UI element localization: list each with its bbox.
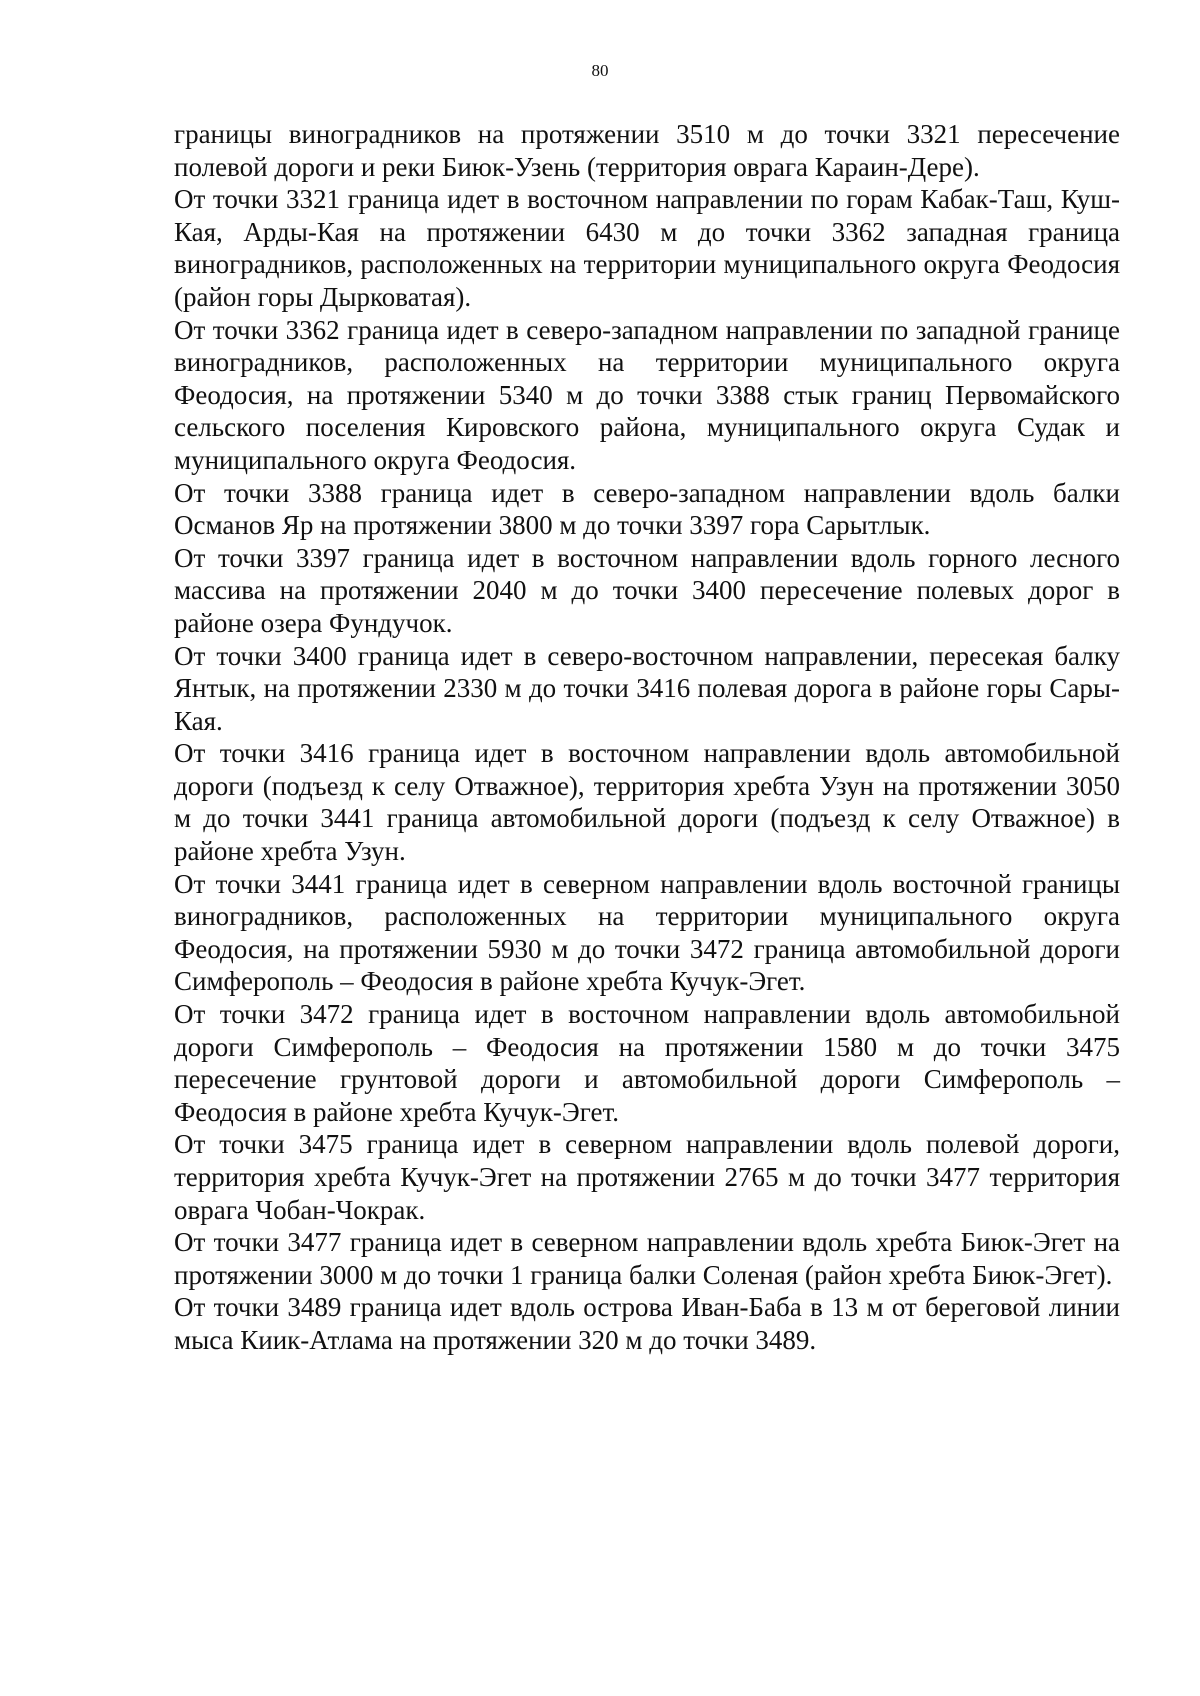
paragraph: От точки 3416 граница идет в восточном направлении вдоль автомобильной дороги (подъезд к селу Отважное), территория хребта Узун на протяжении 3050 м до точки 3441 граница автомобильной дороги (подъезд к селу Отважное) в районе хребта Узун.: [174, 738, 1120, 867]
paragraph: От точки 3475 граница идет в северном направлении вдоль полевой дороги, территория хребта Кучук-Эгет на протяжении 2765 м до точки 3477 территория оврага Чобан-Чокрак.: [174, 1129, 1120, 1225]
paragraph: От точки 3477 граница идет в северном направлении вдоль хребта Биюк-Эгет на протяжении 3000 м до точки 1 граница балки Соленая (район хребта Биюк-Эгет).: [174, 1227, 1120, 1290]
page-number: 80: [591, 61, 609, 80]
paragraph: От точки 3489 граница идет вдоль острова Иван-Баба в 13 м от береговой линии мыса Киик-Атлама на протяжении 320 м до точки 3489.: [174, 1292, 1120, 1355]
paragraph: От точки 3400 граница идет в северо-восточном направлении, пересекая балку Янтык, на протяжении 2330 м до точки 3416 полевая дорога в районе горы Сары-Кая.: [174, 640, 1120, 736]
paragraph: От точки 3388 граница идет в северо-западном направлении вдоль балки Османов Яр на протяжении 3800 м до точки 3397 гора Сарытлык.: [174, 477, 1120, 541]
paragraph: От точки 3397 граница идет в восточном направлении вдоль горного лесного массива на протяжении 2040 м до точки 3400 пересечение полевых дорог в районе озера Фундучок.: [174, 542, 1120, 638]
paragraph: От точки 3441 граница идет в северном направлении вдоль восточной границы виноградников, расположенных на территории муниципального округа Феодосия, на протяжении 5930 м до точки 3472 граница автомобильной дороги Симферополь – Феодосия в районе хребта Кучук-Эгет.: [174, 868, 1120, 997]
paragraph: границы виноградников на протяжении 3510 м до точки 3321 пересечение полевой дороги и реки Биюк-Узень (территория оврага Караин-Дере).: [174, 119, 1120, 182]
document-body: [174, 118, 1120, 1357]
paragraph: От точки 3321 граница идет в восточном направлении по горам Кабак-Таш, Куш-Кая, Арды-Кая на протяжении 6430 м до точки 3362 западная граница виноградников, расположенных на территории муниципального округа Феодосия (район горы Дырковатая).: [174, 184, 1120, 312]
paragraph: От точки 3362 граница идет в северо-западном направлении по западной границе виноградников, расположенных на территории муниципального округа Феодосия, на протяжении 5340 м до точки 3388 стык границ Первомайского сельского поселения Кировского района, муниципального округа Судак и муниципального округа Феодосия.: [174, 314, 1120, 475]
paragraph: От точки 3472 граница идет в восточном направлении вдоль автомобильной дороги Симферополь – Феодосия на протяжении 1580 м до точки 3475 пересечение грунтовой дороги и автомобильной дороги Симферополь – Феодосия в районе хребта Кучук-Эгет.: [174, 999, 1120, 1127]
